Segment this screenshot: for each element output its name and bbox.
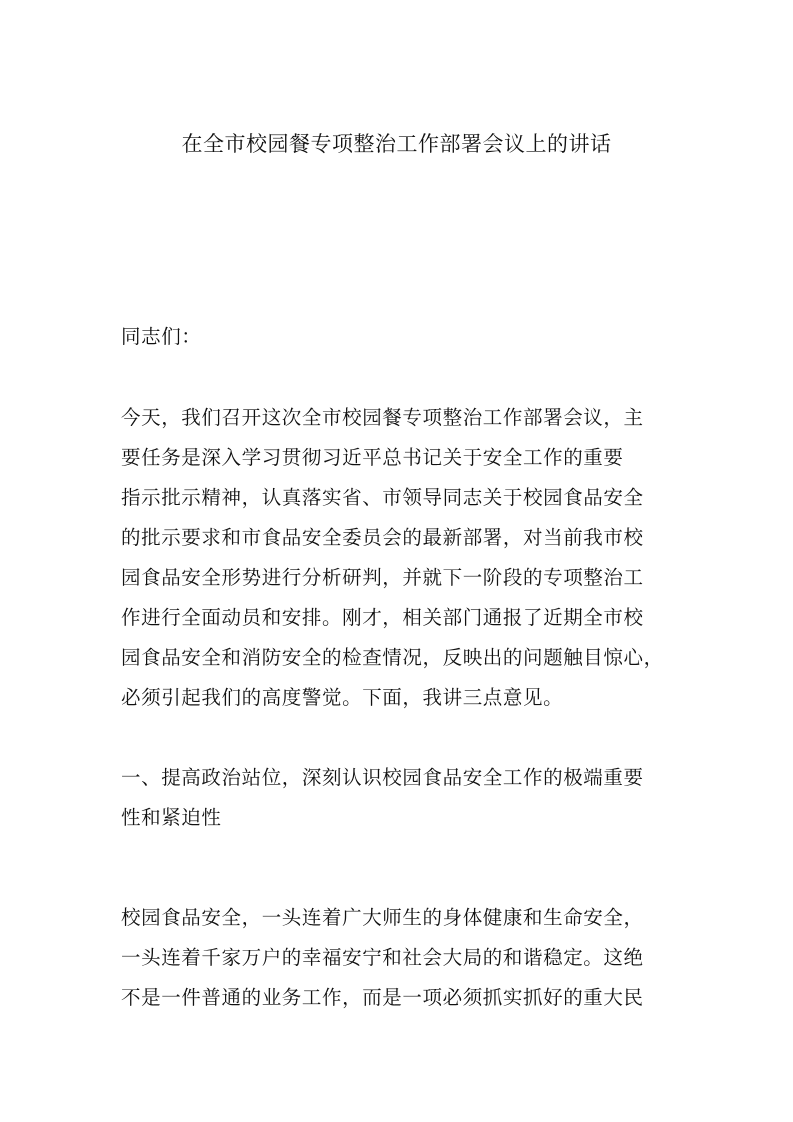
paragraph-line: 必须引起我们的高度警觉。下面，我讲三点意见。 bbox=[121, 686, 564, 709]
paragraph-line: 校园食品安全，一头连着广大师生的身体健康和生命安全， bbox=[121, 906, 644, 929]
paragraph-line: 园食品安全和消防安全的检查情况，反映出的问题触目惊心， bbox=[121, 646, 664, 669]
paragraph-line: 今天，我们召开这次全市校园餐专项整治工作部署会议，主 bbox=[121, 406, 644, 429]
paragraph-line: 作进行全面动员和安排。刚才，相关部门通报了近期全市校 bbox=[121, 606, 644, 629]
paragraph-line: 一头连着千家万户的幸福安宁和社会大局的和谐稳定。这绝 bbox=[121, 946, 644, 969]
salutation: 同志们： bbox=[121, 325, 202, 348]
paragraph-line: 要任务是深入学习贯彻习近平总书记关于安全工作的重要 bbox=[121, 446, 624, 469]
paragraph-line: 的批示要求和市食品安全委员会的最新部署，对当前我市校 bbox=[121, 526, 644, 549]
paragraph-line: 园食品安全形势进行分析研判，并就下一阶段的专项整治工 bbox=[121, 566, 644, 589]
document-title: 在全市校园餐专项整治工作部署会议上的讲话 bbox=[181, 132, 612, 156]
section-heading-line: 性和紧迫性 bbox=[121, 806, 222, 829]
section-heading-line: 一、提高政治站位，深刻认识校园食品安全工作的极端重要 bbox=[121, 766, 644, 789]
paragraph-line: 不是一件普通的业务工作，而是一项必须抓实抓好的重大民 bbox=[121, 986, 644, 1009]
paragraph-line: 指示批示精神，认真落实省、市领导同志关于校园食品安全 bbox=[121, 486, 644, 509]
